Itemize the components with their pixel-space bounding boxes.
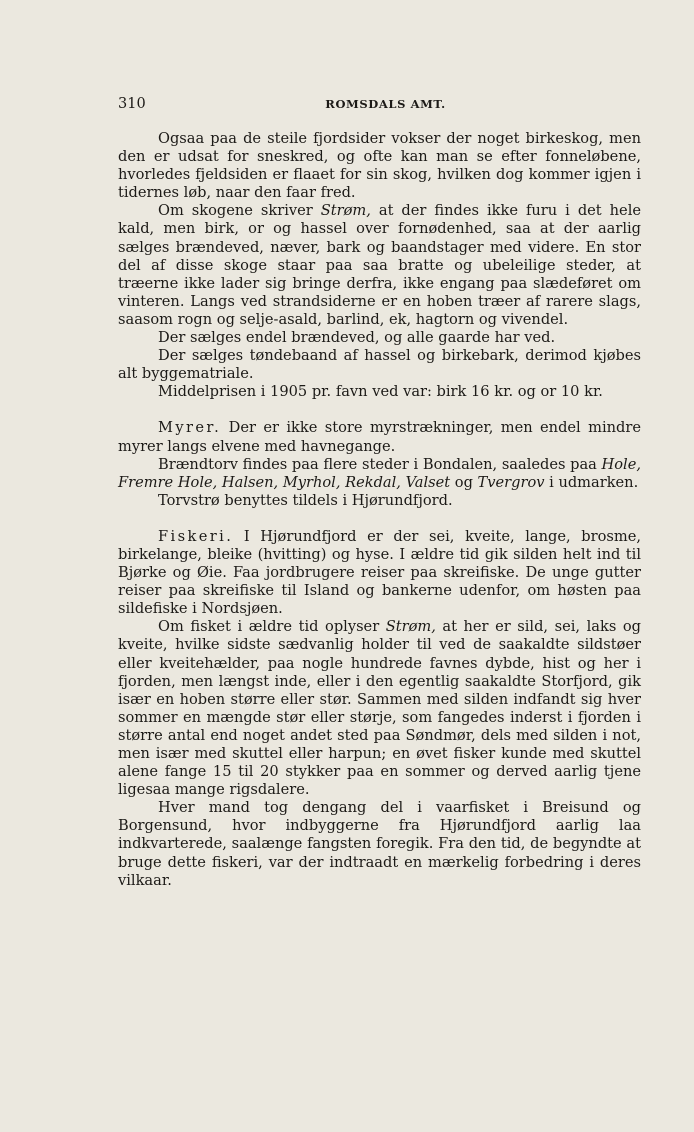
place-names: Hole, Fremre Hole, Halsen, Myrhol, Rekdal, Valset <box>118 455 641 491</box>
paragraph-birch-forest: Ogsaa paa de steile fjordsider vokser der noget birkeskog, men den er udsat for sneskred, og ofte kan man se efter fonneløbene, hvorledes fjeldsiden er flaaet for sin skog, hvilken dog kommer igjen i tidernes løb, naar den faar fred. <box>118 130 641 202</box>
paragraph-peat: Brændtorv findes paa flere steder i Bondalen, saaledes paa Hole, Fremre Hole, Halsen, Myrhol, Rekdal, Valset og Tvergrov i udmarken. <box>118 455 641 491</box>
author-name: Strøm, <box>320 202 371 220</box>
paragraph-firewood: Der sælges endel brændeved, og alle gaarde har ved. <box>158 329 556 347</box>
section-heading-fishing: Fiskeri. <box>158 527 234 545</box>
paragraph-average-price: Middelprisen i 1905 pr. favn ved var: birk 16 kr. og or 10 kr. <box>158 383 603 401</box>
author-name: Strøm, <box>385 618 436 636</box>
section-heading-bogs: Myrer. <box>158 419 222 437</box>
paragraph-strom-fishing: Om fisket i ældre tid oplyser Strøm, at her er sild, sei, laks og kveite, hvilke sidste sædvanlig holder til ved de saakaldte sildstøer eller kveitehælder, paa nogle hundrede favnes dybde, hist og her i fjorden, men længst inde, eller i den egentlig saakaldte Storfjord, gik især en hoben større eller stør. Sammen med silden indfandt sig hver sommer en mængde stør eller størje, som fangedes inderst i fjorden i større antal end noget andet sted paa Søndmør, dels med silden i not, men især med skuttel eller harpun; en øvet fisker kunde med skuttel alene fange 15 til 20 stykker paa en sommer og derved aarlig tjene ligesaa mange rigsdalere. <box>118 618 641 799</box>
paragraph-barrel-hoops: Der sælges tøndebaand af hassel og birkebark, derimod kjøbes alt byggematriale. <box>118 347 641 383</box>
body-text <box>118 130 641 890</box>
page-header <box>118 93 641 115</box>
paragraph-strom-forests: Om skogene skriver Strøm, at der findes ikke furu i det hele kald, men birk, or og hassel over fornødenhed, saa at der aarlig sælges brændeved, næver, bark og baandstager med videre. En stor del af disse skoge staar paa saa bratte og ubeleilige steder, at træerne ikke lader sig bringe derfra, ikke engang paa slædeføret om vinteren. Langs ved strandsiderne er en hoben træer af rarere slags, saasom rogn og selje-asald, barlind, ek, hagtorn og vivendel. <box>118 202 641 328</box>
place-name-tvergrov: Tvergrov <box>477 473 545 491</box>
paragraph-bogs: Myrer. Der er ikke store myrstrækninger, men endel mindre myrer langs elvene med havnegange. <box>118 419 641 455</box>
running-title: ROMSDALS AMT. <box>325 97 446 111</box>
paragraph-fishing: Fiskeri. I Hjørundfjord er der sei, kveite, lange, brosme, birkelange, bleike (hvitting) og hyse. I ældre tid gik silden helt ind til Bjørke og Øie. Faa jordbrugere reiser paa skreifiske. De unge gutter reiser paa skreifiske til Island og bankerne udenfor, om høsten paa sildefiske i Nordsjøen. <box>118 527 641 618</box>
paragraph-peat-litter: Torvstrø benyttes tildels i Hjørundfjord. <box>158 491 453 509</box>
page-number: 310 <box>118 96 146 112</box>
paragraph-spring-fishing: Hver mand tog dengang del i vaarfisket i Breisund og Borgensund, hvor indbyggerne fra Hjørundfjord aarlig laa indkvarterede, saalænge fangsten foregik. Fra den tid, de begyndte at bruge dette fiskeri, var der indtraadt en mærkelig forbedring i deres vilkaar. <box>118 799 641 889</box>
